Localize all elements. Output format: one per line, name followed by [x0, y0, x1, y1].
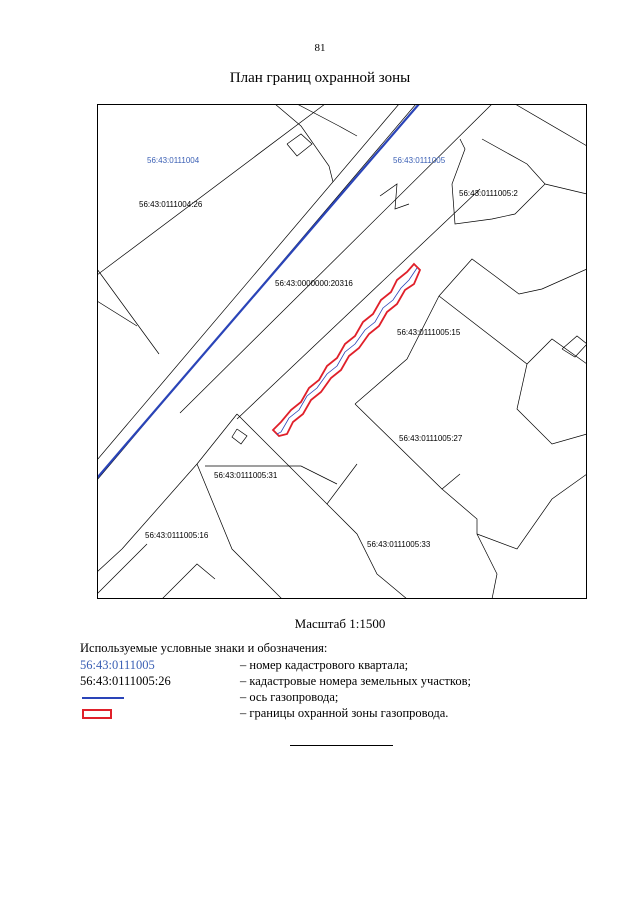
- page-number: 81: [314, 42, 326, 54]
- quarter-label: 56:43:0111005: [393, 156, 446, 165]
- legend: [80, 641, 600, 722]
- parcel-boundary: [439, 259, 587, 296]
- legend-heading: Используемые условные знаки и обозначения:: [80, 641, 328, 655]
- end-rule: [290, 745, 393, 746]
- parcel-label: 56:43:0111005:16: [145, 531, 209, 540]
- legend-desc: – границы охранной зоны газопровода.: [240, 706, 449, 720]
- parcel-boundary: [197, 464, 282, 599]
- parcel-boundary: [452, 139, 545, 224]
- parcel-label: 56:43:0111005:31: [214, 471, 278, 480]
- protection-zone-symbol: [82, 709, 112, 719]
- parcel-boundary: [562, 336, 587, 357]
- gas-pipeline-route: [277, 268, 417, 434]
- parcel-boundary: [515, 104, 587, 146]
- parcel-boundary: [97, 269, 159, 354]
- parcel-label: 56:43:0111004:26: [139, 200, 203, 209]
- parcel-boundary: [162, 564, 215, 599]
- parcel-label: 56:43:0111005:2: [459, 189, 518, 198]
- legend-desc: – номер кадастрового квартала;: [240, 658, 409, 672]
- page-title: План границ охранной зоны: [229, 70, 411, 86]
- parcel-boundary: [97, 301, 137, 326]
- legend-row-parcel: [80, 674, 600, 690]
- cadastral-map: [97, 104, 587, 599]
- map-scale: Масштаб 1:1500: [294, 616, 386, 631]
- legend-row-pipeline-axis: [80, 690, 600, 706]
- parcel-boundary: [439, 296, 587, 364]
- pipeline-axis-symbol: [82, 697, 124, 699]
- parcel-boundary: [545, 184, 587, 194]
- legend-desc: – ось газопровода;: [240, 690, 339, 704]
- parcel-label: 56:43:0111005:15: [397, 328, 461, 337]
- parcel-label: 56:43:0000000:20316: [275, 279, 353, 288]
- parcel-boundary: [442, 474, 587, 549]
- road-edge: [97, 104, 325, 275]
- quarter-label: 56:43:0111004: [147, 156, 200, 165]
- map-frame: [98, 105, 587, 599]
- legend-desc: – кадастровые номера земельных участков;: [240, 674, 471, 688]
- protection-zone-boundary: [273, 264, 420, 436]
- legend-key-parcel-number: 56:43:0111005:26: [80, 674, 171, 688]
- parcel-boundary: [355, 404, 460, 489]
- parcel-boundary: [355, 296, 439, 404]
- legend-row-quarter: [80, 658, 600, 674]
- parcel-boundary: [275, 104, 333, 182]
- gas-pipeline-axis: [97, 104, 419, 478]
- parcel-boundary: [297, 104, 357, 136]
- parcel-boundary: [97, 544, 147, 594]
- parcel-label: 56:43:0111005:27: [399, 434, 463, 443]
- parcel-label: 56:43:0111005:33: [367, 540, 431, 549]
- parcel-boundary: [517, 364, 587, 444]
- legend-key-quarter-number: 56:43:0111005: [80, 658, 155, 672]
- road-edge: [237, 189, 480, 419]
- parcel-boundary: [237, 414, 357, 504]
- parcel-boundary: [97, 549, 122, 572]
- parcel-boundary: [197, 414, 237, 464]
- parcel-boundary: [327, 504, 407, 599]
- legend-row-protection-zone: [80, 706, 600, 722]
- parcel-boundary: [232, 429, 247, 444]
- parcel-boundary: [380, 184, 409, 209]
- road-edge: [97, 104, 399, 460]
- parcel-boundary: [477, 534, 497, 599]
- parcel-boundary: [287, 134, 312, 156]
